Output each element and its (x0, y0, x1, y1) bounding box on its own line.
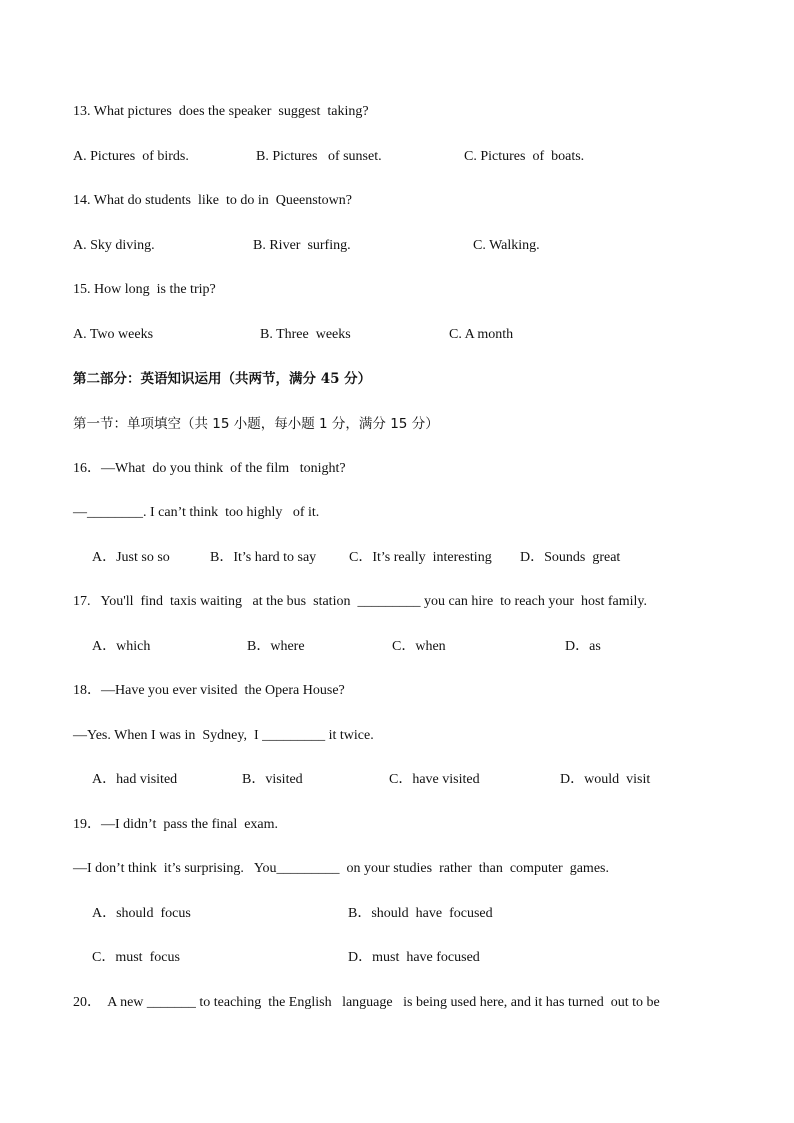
question-13-option-a: A. Pictures of birds. (73, 149, 189, 164)
question-14-option-b: B. River surfing. (253, 238, 351, 253)
question-19-option-d: D．must have focused (348, 950, 480, 965)
question-19-option-b: B．should have focused (348, 906, 493, 921)
question-15-stem: 15. How long is the trip? (73, 282, 216, 297)
section-one-heading: 第一节：单项填空（共 15 小题，每小题 1 分，满分 15 分） (73, 416, 439, 432)
question-15-option-c: C. A month (449, 327, 514, 342)
question-16-option-a: A．Just so so (92, 550, 170, 565)
question-17-option-a: A．which (92, 639, 151, 654)
question-18-option-a: A．had visited (92, 772, 178, 787)
question-16-reply: —________. I can’t think too highly of it. (73, 505, 320, 520)
part-two-heading: 第二部分：英语知识运用（共两节，满分 45 分） (73, 371, 372, 387)
question-14-stem: 14. What do students like to do in Queenstown? (73, 193, 352, 208)
question-18-reply: —Yes. When I was in Sydney, I _________ it twice. (73, 728, 374, 743)
question-17-stem: 17. You'll find taxis waiting at the bus station _________ you can hire to reach your host family. (73, 594, 647, 609)
question-15-option-b: B. Three weeks (260, 327, 351, 342)
question-19-stem: 19．—I didn’t pass the final exam. (73, 817, 279, 832)
question-16-option-b: B．It’s hard to say (210, 550, 317, 565)
question-15-option-a: A. Two weeks (73, 327, 154, 342)
question-14-option-a: A. Sky diving. (73, 238, 155, 253)
question-17-option-d: D．as (565, 639, 601, 654)
question-16-option-d: D．Sounds great (520, 550, 621, 565)
question-18-option-d: D．would visit (560, 772, 651, 787)
question-13-option-c: C. Pictures of boats. (464, 149, 585, 164)
question-20-stem: 20． A new _______ to teaching the English language is being used here, and it has turned out to be (73, 995, 660, 1010)
question-19-reply: —I don’t think it’s surprising. You_________ on your studies rather than computer games. (73, 861, 609, 876)
question-19-option-a: A．should focus (92, 906, 191, 921)
question-18-option-b: B．visited (242, 772, 303, 787)
question-17-option-b: B．where (247, 639, 305, 654)
question-19-option-c: C．must focus (92, 950, 180, 965)
question-13-option-b: B. Pictures of sunset. (256, 149, 382, 164)
question-16-option-c: C．It’s really interesting (349, 550, 492, 565)
question-18-stem: 18．—Have you ever visited the Opera House? (73, 683, 345, 698)
question-16-stem: 16．—What do you think of the film tonight? (73, 461, 346, 476)
question-17-option-c: C．when (392, 639, 446, 654)
question-13-stem: 13. What pictures does the speaker suggest taking? (73, 104, 369, 119)
question-14-option-c: C. Walking. (473, 238, 540, 253)
question-18-option-c: C．have visited (389, 772, 480, 787)
